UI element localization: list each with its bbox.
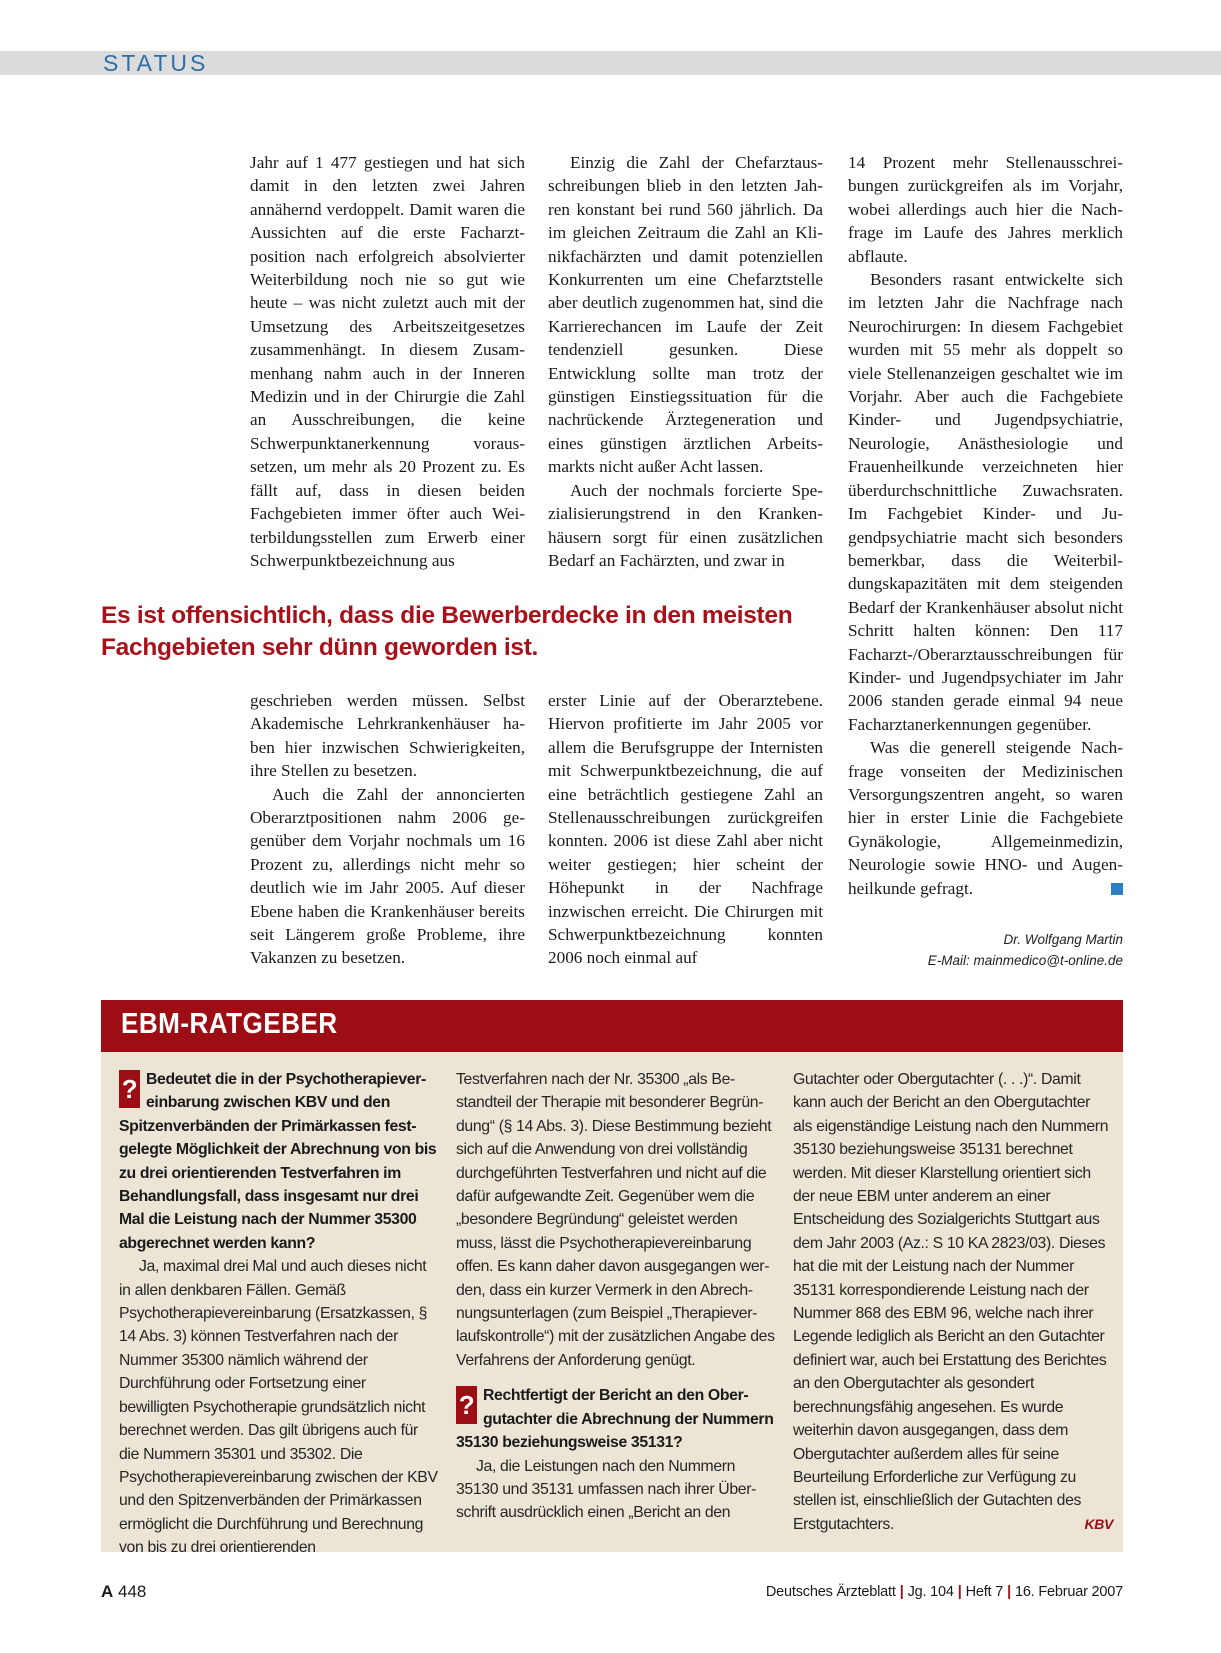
ebm-column-2: [456, 1068, 776, 1525]
article-column-1-top: [250, 151, 525, 572]
journal-name: Deutsches Ärzteblatt: [765, 1584, 896, 1600]
paragraph: 14 Prozent mehr Stellenausschreibungen zurückgreifen als im Vorjahr, wobei allerdings auch hier die Nachfrage im Laufe des Jahres merklich abflaute.: [848, 153, 1123, 266]
issue: Heft 7: [965, 1584, 1004, 1600]
footer-source: [766, 1584, 1123, 1600]
paragraph: Einzig die Zahl der Chefarztausschreibungen blieb in den letzten Jahren konstant bei rund 560 jährlich. Da im gleichen Zeitraum die Zahl an Klinikfachärzten und damit potenziellen Konkurrenten um eine Chefarztstelle aber deutlich zugenommen hat, sind die Karrierechancen im Laufe der Zeit tendenziell gesunken. Diese Entwicklung sollte man trotz der günstigen Einstiegssituation für die nachrückende Ärztegeneration und eines günstigen ärztlichen Arbeitsmarkts nicht außer Acht lassen.: [548, 153, 823, 477]
page-number: [101, 1582, 146, 1602]
paragraph: [848, 736, 1123, 900]
article-column-1-bottom: [250, 689, 525, 970]
separator: |: [957, 1584, 962, 1600]
question-2-text: Rechtfertigt der Bericht an den Obergutachter die Abrechnung der Nummern 35130 beziehungsweise 35131?: [456, 1387, 774, 1452]
volume: Jg. 104: [907, 1584, 954, 1600]
author-email-link[interactable]: E-Mail: mainmedico@t-online.de: [927, 953, 1123, 968]
paragraph: Auch die Zahl der annoncierten Oberarztpositionen nahm 2006 gegenüber dem Vorjahr nochmals um 16 Prozent zu, allerdings nicht mehr so deutlich wie im Jahr 2005. Auf dieser Ebene haben die Krankenhäuser bereits seit Längerem große Probleme, ihre Vakanzen zu besetzen.: [250, 784, 525, 968]
paragraph: Besonders rasant entwickelte sich im letzten Jahr die Nachfrage nach Neurochirurgen: In diesem Fachgebiet wurden mit 55 mehr als doppelt so viele Stellenanzeigen geschaltet wie im Vorjahr. Aber auch die Fachgebiete Kinder- und Jugendpsychiatrie, Neurologie, Anästhesiologie und Frauenheilkunde verzeichneten hier überdurchschnittliche Zuwachsraten. Im Fachgebiet Kinder- und Jugendpsychiatrie macht sich besonders bemerkbar, dass die Weiterbildungskapazitäten mit dem steigenden Bedarf der Krankenhäuser absolut nicht Schritt halten können: Den 117 Facharzt-/Oberarztausschreibungen für Kinder- und Jugendpsychiater im Jahr 2006 standen gerade einmal 94 neue Facharztanerkennungen gegenüber.: [848, 270, 1123, 734]
date: 16. Februar 2007: [1014, 1584, 1123, 1600]
article-column-2-top: [548, 151, 823, 572]
spacer: [456, 1372, 776, 1384]
article-column-2-bottom: [548, 689, 823, 970]
ebm-column-3: [793, 1068, 1113, 1536]
paragraph: Auch der nochmals forcierte Spezialisierungstrend in den Krankenhäusern sorgt für einen zusätzlichen Bedarf an Fachärzten, und zwar in: [548, 480, 823, 570]
question-1-text: Bedeutet die in der Psychotherapievereinbarung zwischen KBV und den Spitzenverbänden der Primärkassen festgelegte Möglichkeit der Abrechnung von bis zu drei orientierenden Testverfahren im Behandlungsfall, dass insgesamt nur drei Mal die Leistung nach der Nummer 35300 abgerechnet werden kann?: [119, 1071, 437, 1252]
paragraph: erster Linie auf der Oberarztebene. Hiervon profitierte im Jahr 2005 vor allem die Berufsgruppe der Internisten mit Schwerpunktbezeichnung, die auf eine beträchtlich gestiegene Zahl an Stellenausschreibungen zurückgreifen konnten. 2006 ist diese Zahl aber nicht weiter gestiegen; hier scheint der Höhepunkt in der Nachfrage inzwischen erreicht. Die Chirurgen mit Schwerpunktbezeichnung konnten 2006 noch einmal auf: [548, 691, 823, 968]
paragraph-text: Was die generell steigende Nachfrage vonseiten der Medizinischen Versorgungszentren angeht, so waren hier in erster Linie die Fachgebiete Gynäkologie, Allgemeinmedizin, Neurologie sowie HNO- und Augenheilkunde gefragt.: [848, 738, 1123, 898]
section-label: STATUS: [103, 50, 209, 76]
separator: |: [1007, 1584, 1011, 1600]
pull-quote: Es ist offensichtlich, dass die Bewerberdecke in den meisten Fachgebieten sehr dünn geworden ist.: [101, 602, 793, 661]
answer-2-part-1: Ja, die Leistungen nach den Nummern 35130 und 35131 umfassen nach ihrer Überschrift ausdrücklich einen „Bericht an den: [456, 1457, 757, 1522]
ebm-header: [101, 1000, 1123, 1052]
separator: |: [899, 1584, 904, 1600]
ebm-column-1: [119, 1068, 439, 1560]
answer-2-text: Gutachter oder Obergutachter (. . .)“. Damit kann auch der Bericht an den Obergutachter als eigenständige Leistung nach den Nummern 35130 beziehungsweise 35131 berechnet werden. Mit dieser Klarstellung orientiert sich der neue EBM unter anderem an einer Entscheidung des Sozialgerichts Stuttgart aus dem Jahr 2003 (Az.: S 10 KA 2823/03). Dieses hat die mit der Leistung nach der Nummer 35131 korrespondierende Leistung nach der Nummer 868 des EBM 96, welche nach ihrer Legende lediglich als Bericht an den Gutachter definiert war, auch bei Erstattung des Berichtes an den Obergutachter als gesondert berechnungsfähig angesehen. Es wurde weiterhin davon ausgegangen, dass dem Obergutachter außerdem alles für seine Beurteilung Erforderliche zur Verfügung zu stellen ist, einschließlich der Gutachten des Erstgutachters.: [793, 1071, 1109, 1533]
question-mark-icon: ?: [456, 1386, 477, 1424]
answer-1-part-1: Ja, maximal drei Mal und auch dieses nicht in allen denkbaren Fällen. Gemäß Psychotherapievereinbarung (Ersatzkassen, § 14 Abs. 3) können Testverfahren nach der Nummer 35300 nämlich während der Durchführung oder Fortsetzung einer bewilligten Psychotherapie grundsätzlich nicht berechnet werden. Das gilt übrigens auch für die Nummern 35301 und 35302. Die Psychotherapievereinbarung zwischen der KBV und den Spitzenverbänden der Primärkassen ermöglicht die Durchführung und Berechnung von bis zu drei orientierenden: [119, 1258, 438, 1557]
question-mark-icon: ?: [119, 1070, 140, 1108]
author-name: Dr. Wolfgang Martin: [1003, 932, 1123, 947]
page-number-value: 448: [118, 1582, 147, 1601]
page-prefix: A: [101, 1582, 114, 1601]
paragraph: Jahr auf 1 477 gestiegen und hat sich damit in den letzten zwei Jahren annähernd verdoppelt. Damit waren die Aussichten auf die erste Facharztposition nach erfolgreich absolvierter Weiterbildung noch nie so gut wie heute – was nicht zuletzt auch mit der Umsetzung des Arbeitszeitgesetzes zusammenhängt. In diesem Zusammenhang nahm auch in der Inneren Medizin und in der Chirurgie die Zahl an Ausschreibungen, die keine Schwerpunktanerkennung voraussetzen, um mehr als 20 Prozent zu. Es fällt auf, dass in diesen beiden Fachgebieten immer öfter auch Weiterbildungsstellen zum Erwerb einer Schwerpunktbezeichnung aus: [250, 153, 525, 570]
paragraph: geschrieben werden müssen. Selbst Akademische Lehrkrankenhäuser haben hier inzwischen Schwierigkeiten, ihre Stellen zu besetzen.: [250, 691, 525, 781]
article-column-3: [848, 151, 1123, 900]
question-2: [456, 1384, 776, 1454]
source-label: KBV: [1084, 1515, 1113, 1532]
answer-2-part-2: [793, 1068, 1113, 1536]
ebm-title: EBM-RATGEBER: [121, 1008, 338, 1040]
answer-1-part-2: Testverfahren nach der Nr. 35300 „als Bestandteil der Therapie mit besonderer Begründung“ (§ 14 Abs. 3). Diese Bestimmung bezieht sich auf die Anwendung von drei vollständig durchgeführten Testverfahren und nicht auf die dafür aufgewandte Zeit. Gegenüber wem die „besondere Begründung“ geleistet werden muss, lässt die Psychotherapievereinbarung offen. Es kann daher davon ausgegangen werden, dass ein kurzer Vermerk in den Abrechnungsunterlagen (zum Beispiel „Therapieverlaufskontrolle“) mit der zusätzlichen Angabe des Verfahrens der Anforderung genügt.: [456, 1071, 775, 1369]
end-mark-icon: [1111, 883, 1123, 895]
question-1: [119, 1068, 439, 1255]
